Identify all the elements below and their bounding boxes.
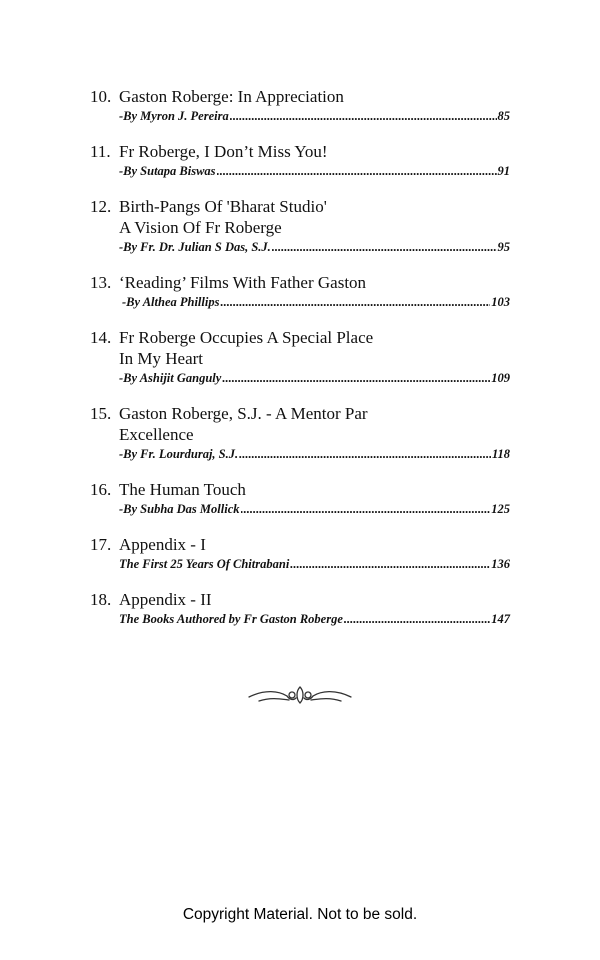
entry-number: 10. [90,87,112,106]
entry-title: Appendix - II [119,590,212,609]
entry-number: 18. [90,590,112,609]
table-of-contents [90,86,510,644]
dot-leader [344,611,490,627]
toc-entry [90,479,510,517]
toc-entry [90,327,510,386]
entry-number: 13. [90,273,112,292]
entry-page-number: 109 [491,371,510,385]
entry-page-number: 91 [497,164,510,178]
entry-author: -By Myron J. Pereira [119,109,229,123]
entry-page-number: 118 [491,447,510,461]
toc-entry [90,272,510,310]
entry-author: -By Sutapa Biswas [119,164,216,178]
entry-title: Appendix - I [119,535,206,554]
entry-number: 15. [90,404,112,423]
entry-number: 12. [90,197,112,216]
entry-title: Birth-Pangs Of 'Bharat Studio' A Vision Of Fr Roberge [119,197,327,237]
entry-number: 17. [90,535,112,554]
entry-author: -By Ashijit Ganguly [119,371,222,385]
entry-page-number: 125 [491,502,510,516]
copyright-footer: Copyright Material. Not to be sold. [182,906,418,923]
toc-entry [90,403,510,462]
ornament-flourish-icon [245,683,355,707]
entry-number: 16. [90,480,112,499]
entry-author: -By Fr. Dr. Julian S Das, S.J. [119,240,271,254]
entry-title: The Human Touch [119,480,246,499]
entry-title: Fr Roberge, I Don’t Miss You! [119,142,328,161]
dot-leader [241,501,491,517]
entry-page-number: 85 [497,109,510,123]
dot-leader [239,446,491,462]
entry-author: -By Fr. Lourduraj, S.J. [119,447,239,461]
dot-leader [290,556,490,572]
toc-entry [90,589,510,627]
dot-leader [217,163,497,179]
entry-author: -By Althea Phillips [122,295,220,309]
entry-page-number: 147 [491,612,510,626]
entry-page-number: 103 [491,295,510,309]
entry-author: The First 25 Years Of Chitrabani [119,557,290,571]
toc-entry [90,534,510,572]
entry-title: ‘Reading’ Films With Father Gaston [119,273,367,292]
toc-entry [90,141,510,179]
dot-leader [222,370,490,386]
entry-author: -By Subha Das Mollick [119,502,240,516]
entry-page-number: 136 [491,557,510,571]
entry-title: Gaston Roberge: In Appreciation [119,87,344,106]
dot-leader [220,294,490,310]
dot-leader [272,239,497,255]
entry-author: The Books Authored by Fr Gaston Roberge [119,612,343,626]
toc-entry [90,86,510,124]
entry-title: Gaston Roberge, S.J. - A Mentor Par Excellence [119,404,368,444]
entry-title: Fr Roberge Occupies A Special Place In My Heart [119,328,374,368]
entry-number: 14. [90,328,112,347]
entry-page-number: 95 [497,240,510,254]
toc-entry [90,196,510,255]
entry-number: 11. [90,142,111,161]
dot-leader [230,108,497,124]
